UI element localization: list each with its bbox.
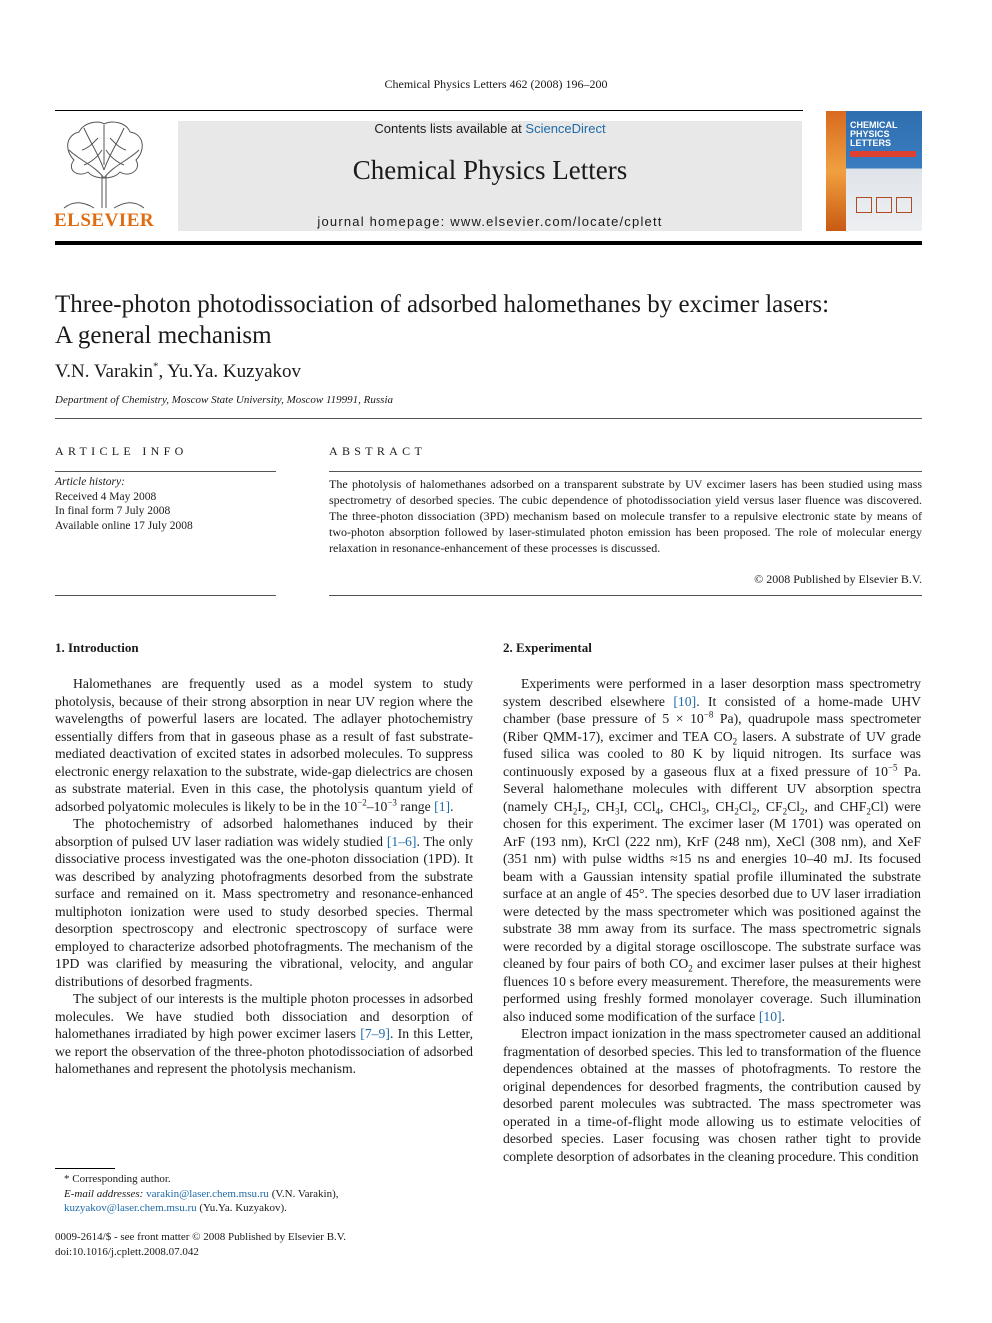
citation-link[interactable]: [10] (758, 1008, 782, 1024)
paragraph: The photochemistry of adsorbed halomethanes induced by their absorption of pulsed UV laser radiation was widely studied [1–6]. The only dissociative process investigated was the one-photon dissociation (1PD). It was described by analyzing photofragments desorbed from the substrate surface and remained on it. Mass spectrometry and resonance-enhanced multiphoton ionization were used to study desorbed species. Thermal desorption spectroscopy and electronic spectroscopy of surface were employed to characterize adsorbed photofragments. The mechanism of the 1PD was clarified by measuring the vibrational, velocity, and angular distributions of desorbed fragments. (55, 816, 473, 989)
masthead-bottom-rule (55, 241, 922, 245)
publisher-logo[interactable] (54, 120, 154, 232)
email-link[interactable]: kuzyakov@laser.chem.msu.ru (64, 1202, 197, 1214)
revised-date: In final form 7 July 2008 (55, 505, 171, 517)
corresponding-note: Corresponding author. (72, 1173, 171, 1185)
divider (329, 471, 922, 472)
author-name[interactable]: Yu.Ya. Kuzyakov (167, 361, 302, 382)
tree-logo-icon (54, 120, 154, 210)
publisher-wordmark: ELSEVIER (54, 210, 155, 231)
cover-title: CHEMICAL PHYSICS LETTERS (850, 120, 898, 148)
history-label: Article history: (55, 476, 125, 488)
masthead-top-rule (55, 110, 803, 111)
body-column-left (55, 675, 473, 1078)
divider (55, 595, 276, 596)
section-heading: 2. Experimental (503, 640, 592, 655)
citation-link[interactable]: [1] (434, 798, 451, 814)
journal-cover[interactable] (826, 111, 922, 231)
article-info-heading: ARTICLE INFO (55, 444, 188, 458)
email-link[interactable]: varakin@laser.chem.msu.ru (146, 1187, 269, 1200)
citation-link[interactable]: [7–9] (360, 1026, 390, 1041)
front-matter-meta (55, 1230, 346, 1259)
sciencedirect-link[interactable]: ScienceDirect (525, 121, 606, 136)
footnote-rule (55, 1168, 115, 1169)
body-column-right (503, 675, 921, 1165)
contents-prefix: Contents lists available at (374, 121, 526, 136)
online-date: Available online 17 July 2008 (55, 519, 193, 532)
journal-title: Chemical Physics Letters (352, 155, 628, 185)
abstract-heading: ABSTRACT (329, 444, 427, 458)
article-title: Three-photon photodissociation of adsorbed halomethanes by excimer lasers: A general mechanism (55, 291, 830, 349)
article-history (55, 475, 193, 533)
citation-link[interactable]: [1–6] (386, 833, 417, 849)
doi-line[interactable]: doi:10.1016/j.cplett.2008.07.042 (55, 1245, 199, 1258)
author-name[interactable]: V.N. Varakin (55, 361, 153, 382)
corresponding-mark[interactable]: * (153, 360, 159, 373)
journal-homepage[interactable]: journal homepage: www.elsevier.com/locate/cplett (317, 214, 663, 229)
footnote: * Corresponding author. E-mail addresses: varakin@laser.chem.msu.ru (V.N. Varakin), kuzyakov@laser.chem.msu.ru (Yu.Ya. Kuzyakov). (64, 1173, 339, 1214)
paragraph: The subject of our interests is the multiple photon processes in adsorbed molecules. We have studied both dissociation and desorption of halomethanes irradiated by high power excimer lasers [7–9]. In this Letter, we report the observation of the three-photon photodissociation of adsorbed halomethanes and represent the photolysis mechanism. (55, 991, 473, 1076)
citation-link[interactable]: [10] (673, 693, 697, 709)
cover-band (850, 151, 916, 157)
divider (55, 418, 922, 419)
author-list: V.N. Varakin*, Yu.Ya. Kuzyakov (55, 360, 302, 382)
molecule-icon (896, 197, 912, 213)
running-head: Chemical Physics Letters 462 (2008) 196–200 (384, 77, 608, 91)
abstract-text: The photolysis of halomethanes adsorbed on a transparent substrate by UV excimer lasers has been studied using mass spectrometry of desorbed species. The cubic dependence of photodissociation yield versus laser fluence was discovered. The three-photon dissociation (3PD) mechanism based on molecule transfer to a repulsive electronic state by means of two-photon absorption followed by laser-stimulated photon emission has been proposed. The role of molecular energy relaxation in resonance-enhancement of these processes is discussed. (329, 477, 922, 555)
paragraph: Electron impact ionization in the mass spectrometer caused an additional fragmentation of desorbed species. This led to transformation of the fluence dependences obtained at the masses of photofragments. To restore the original dependences for desorbed fragments, the contribution caused by desorbed parent molecules was subtracted. The mass spectrometer was operated in a time-of-flight mode allowing us to estimate velocities of desorbed species. Laser focusing was chosen rather tight to provide complete desorption of adsorbates in the cleaning procedure. This condition (503, 1026, 921, 1164)
divider (329, 595, 922, 596)
issn-line: 0009-2614/$ - see front matter © 2008 Published by Elsevier B.V. (55, 1231, 347, 1243)
contents-line (178, 121, 802, 136)
affiliation: Department of Chemistry, Moscow State University, Moscow 119991, Russia (55, 394, 394, 406)
divider (55, 471, 276, 472)
paragraph: Halomethanes are frequently used as a model system to study photolysis, because of their strong absorption in near UV region where the wavelengths of powerful lasers are located. The adlayer photochemistry essentially differs from that in gaseous phase as a result of fast substrate-mediated deactivation of excited states in adsorbed molecules. To suppress electronic energy relaxation to the substrate, wide-gap dielectrics are chosen as substrate material. Even in this case, the photolysis quantum yield of adsorbed polyatomic molecules is likely to be in the $10^{-2}-10^{-3}$ range [1]. (55, 676, 473, 814)
received-date: Received 4 May 2008 (55, 490, 157, 503)
cover-strip (826, 111, 846, 231)
copyright: © 2008 Published by Elsevier B.V. (754, 572, 922, 586)
molecule-icon (856, 197, 872, 213)
molecule-icon (876, 197, 892, 213)
section-heading: 1. Introduction (55, 640, 139, 655)
paragraph: Experiments were performed in a laser desorption mass spectrometry system described elsewhere [10]. It consisted of a home-made UHV chamber (base pressure of $5 \times 10^{-8}$ Pa), quadrupole mass spectrometer (Riber QMM-17), excimer and TEA $CO_2$ lasers. A substrate of UV grade fused silica was cooled to 80 K by liquid nitrogen. Its surface was continuously exposed by a gaseous flux at a fixed pressure of $10^{-5}$ Pa. Several halomethane molecules with different UV absorption spectra (namely $CH_2I_2$, $CH_3I$, CCl$_4$, CHCl$_3$, $CH_2Cl_2$, $CF_2Cl_2$, and $CHF_2Cl$) were chosen for this experiment. The excimer laser (M 1701) was operated on ArF (193 nm), KrCl (222 nm), KrF (248 nm), XeCl (308 nm), and XeF (351 nm) with pulse widths ≈15 ns and energies 10–40 mJ. Its focused beam with a Gaussian intensity spatial profile illuminated the substrate surface at an angle of 45°. The species desorbed due to UV laser irradiation were detected by the mass spectrometer which was positioned against the substrate 38 mm away from its surface. The mass spectrometric signals were recorded by a digital storage oscilloscope. The substrate surface was cleaned by four pairs of both $CO_2$ and excimer laser pulses at their highest fluences 10 s before every measurement. Therefore, the measurements were performed using freshly formed monolayer coverage. Such illumination also induced some modification of the surface [10]. (503, 676, 922, 1024)
